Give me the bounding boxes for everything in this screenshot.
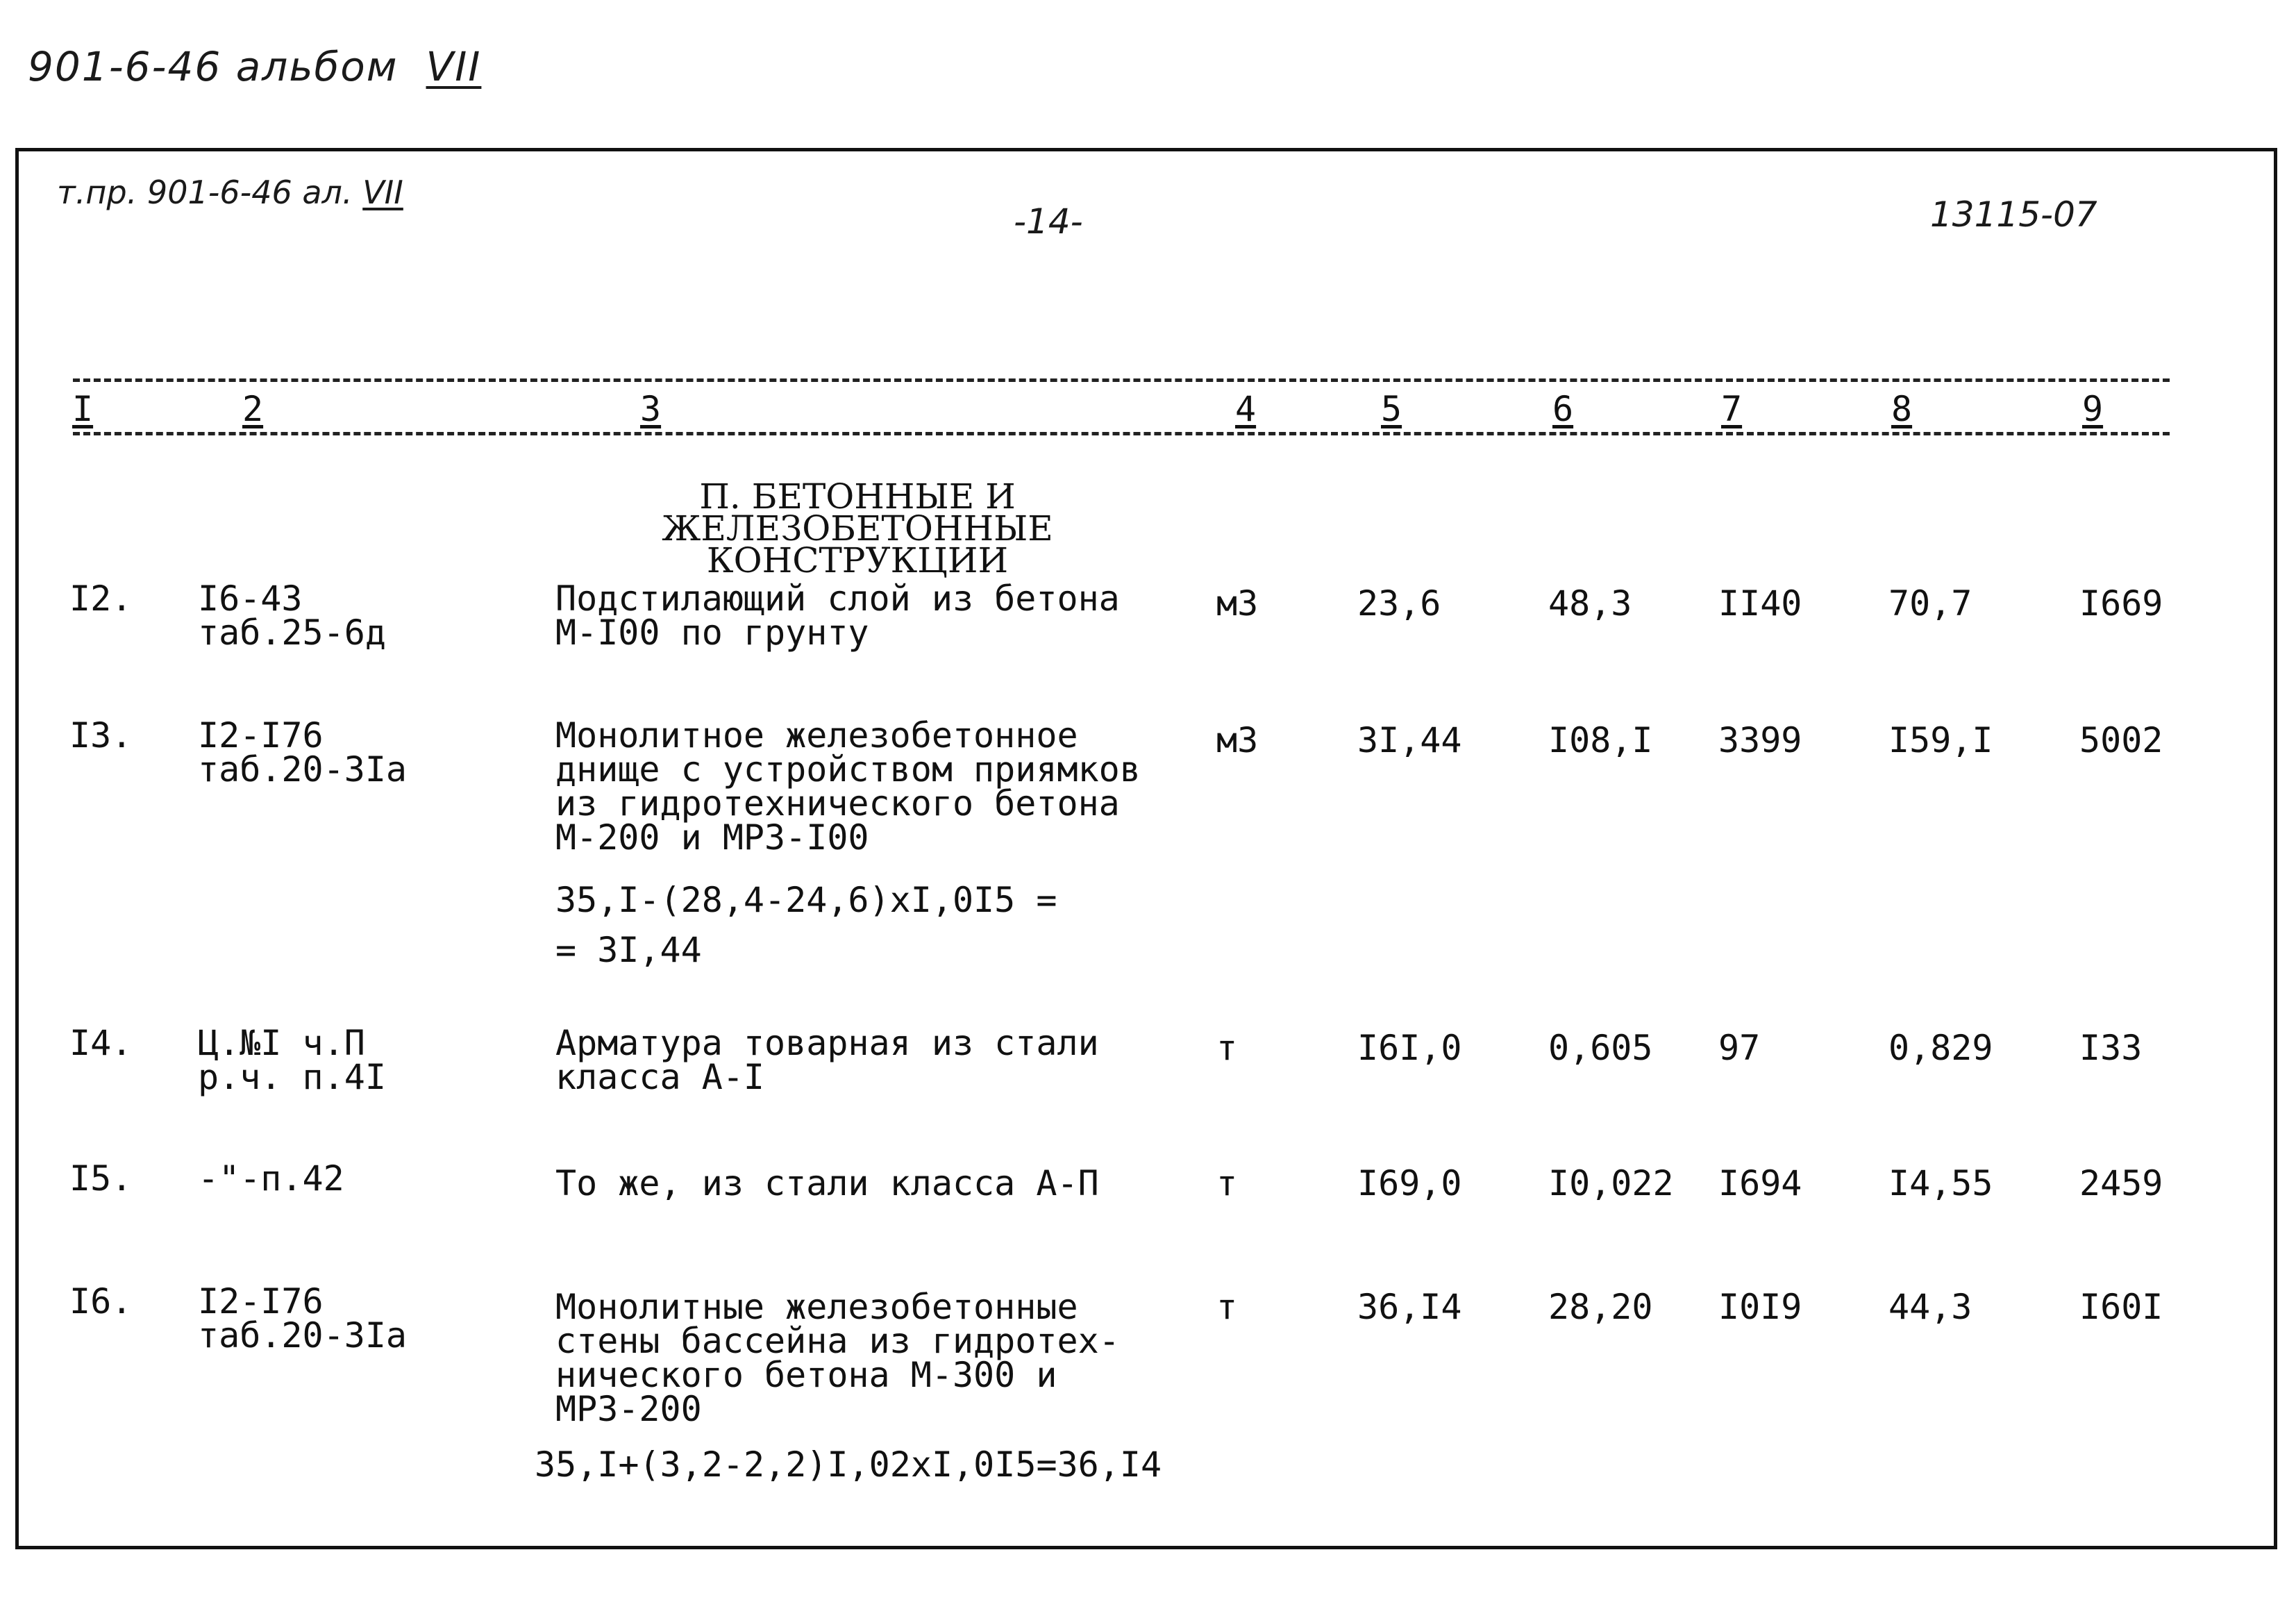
unit: т: [1216, 1028, 1238, 1068]
work-description: Арматура товарная из стали класса А-I: [555, 1023, 1099, 1097]
document-code: 13115-07: [1930, 194, 2097, 235]
column-number-8: 8: [1888, 389, 1915, 429]
column-8-value: 0,829: [1888, 1028, 1993, 1068]
column-6-value: I0,022: [1548, 1163, 1674, 1203]
norm-code: I6-43 таб.25-6д: [198, 578, 386, 653]
project-reference-volume: VII: [362, 174, 403, 211]
norm-code: -"-п.42: [198, 1158, 344, 1199]
section-heading-line-2: КОНСТРУКЦИИ: [706, 540, 1009, 581]
unit: м3: [1216, 720, 1259, 760]
column-7-value: I0I9: [1718, 1287, 1802, 1327]
row-number: I3.: [69, 715, 133, 756]
column-6-value: 48,3: [1548, 583, 1632, 624]
calculation: 35,I-(28,4-24,6)хI,0I5 = = 3I,44: [555, 880, 1057, 970]
project-reference: [57, 174, 403, 211]
column-9-value: I669: [2079, 583, 2163, 624]
column-number-1: I: [69, 389, 96, 429]
work-description: Монолитные железобетонные стены бассейна из гидротех- нического бетона М-300 и МРЗ-200: [555, 1287, 1120, 1429]
unit: т: [1216, 1163, 1238, 1203]
column-7-value: 97: [1718, 1028, 1761, 1068]
norm-code: I2-I76 таб.20-3Iа: [198, 715, 408, 790]
work-description: Подстилающий слой из бетона М-I00 по грунту: [555, 578, 1120, 653]
column-number-6: 6: [1550, 389, 1576, 429]
column-number-2: 2: [240, 389, 266, 429]
column-6-value: I08,I: [1548, 720, 1653, 760]
column-9-value: 5002: [2079, 720, 2163, 760]
row-number: I2.: [69, 578, 133, 619]
work-description: То же, из стали класса А-П: [555, 1163, 1099, 1203]
column-9-value: I33: [2079, 1028, 2143, 1068]
column-header-top-rule: [73, 378, 2170, 382]
column-9-value: I60I: [2079, 1287, 2163, 1327]
album-volume: VII: [426, 43, 482, 90]
quantity: 23,6: [1357, 583, 1441, 624]
column-7-value: 3399: [1718, 720, 1802, 760]
page-number: -14-: [1014, 201, 1083, 242]
section-heading-line-1: П. БЕТОННЫЕ И ЖЕЛЕЗОБЕТОННЫЕ: [662, 476, 1053, 549]
unit: т: [1216, 1287, 1238, 1327]
column-number-7: 7: [1718, 389, 1745, 429]
calculation: 35,I+(3,2-2,2)I,02хI,0I5=36,I4: [535, 1444, 1162, 1485]
column-9-value: 2459: [2079, 1163, 2163, 1203]
column-8-value: 70,7: [1888, 583, 1972, 624]
column-7-value: II40: [1718, 583, 1802, 624]
row-number: I6.: [69, 1281, 133, 1322]
column-number-3: 3: [637, 389, 664, 429]
album-mark: [28, 43, 481, 90]
column-7-value: I694: [1718, 1163, 1802, 1203]
column-header-bottom-rule: [73, 432, 2170, 435]
column-6-value: 28,20: [1548, 1287, 1653, 1327]
column-6-value: 0,605: [1548, 1028, 1653, 1068]
section-heading: [555, 476, 1159, 581]
quantity: 36,I4: [1357, 1287, 1462, 1327]
norm-code: Ц.№I ч.П р.ч. п.4I: [198, 1023, 386, 1097]
norm-code: I2-I76 таб.20-3Iа: [198, 1281, 408, 1356]
column-8-value: I4,55: [1888, 1163, 1993, 1203]
album-mark-text: 901-6-46 альбом: [28, 43, 399, 90]
column-8-value: 44,3: [1888, 1287, 1972, 1327]
work-description: Монолитное железобетонное днище с устройством приямков из гидротехнического бетона М-200 и МРЗ-I00: [555, 715, 1141, 858]
column-number-5: 5: [1378, 389, 1405, 429]
column-8-value: I59,I: [1888, 720, 1993, 760]
project-reference-text: т.пр. 901-6-46 ал.: [57, 174, 353, 211]
column-number-4: 4: [1232, 389, 1259, 429]
row-number: I4.: [69, 1023, 133, 1063]
quantity: I69,0: [1357, 1163, 1462, 1203]
column-number-9: 9: [2079, 389, 2106, 429]
quantity: I6I,0: [1357, 1028, 1462, 1068]
quantity: 3I,44: [1357, 720, 1462, 760]
row-number: I5.: [69, 1158, 133, 1199]
unit: м3: [1216, 583, 1259, 624]
